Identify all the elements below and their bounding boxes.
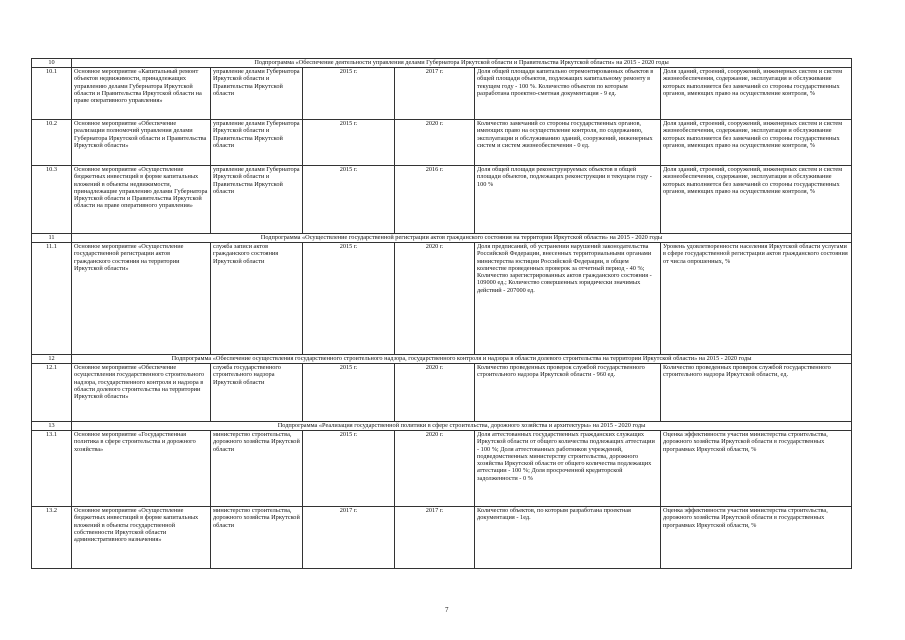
executor: служба государственного строительного надзора Иркутской области [211,364,303,422]
subprogram-row [32,59,852,68]
indicator: Оценка эффективности участия министерства строительства, дорожного хозяйства Иркутской области в государственных программах Иркутской области, % [661,431,852,507]
expected-result: Доля общей площади капитально отремонтированных объектов в общей площади объектов, подлежащих капитальному ремонту в текущем году - 100 %. Количество объектов по которым разработана проектно-сметная документация - 9 ед. [475,68,661,120]
row-number: 13.2 [32,507,72,569]
row-number: 10.2 [32,120,72,166]
row-number: 13 [32,422,72,431]
row-number: 10.3 [32,166,72,234]
activity-name: Основное мероприятие «Государственная политика в сфере строительства и дорожного хозяйства» [72,431,211,507]
start-year: 2017 г. [303,507,395,569]
end-year: 2020 г. [395,243,475,355]
table-row [32,431,852,507]
table-row [32,166,852,234]
subprogram-title: Подпрограмма «Осуществление государственной регистрации актов гражданского состояния на территории Иркутской области» на 2015 - 2020 годы [72,234,852,243]
end-year: 2020 г. [395,120,475,166]
row-number: 13.1 [32,431,72,507]
executor: управление делами Губернатора Иркутской области и Правительства Иркутской области [211,120,303,166]
page-number: 7 [445,606,449,614]
expected-result: Доля предписаний, об устранении нарушений законодательства Российской Федерации, внесенных территориальными органами министерства юстиции Российской Федерации, в общем количестве проведенных проверок за отчетный период - 40 %; Количество зарегистрированных актов гражданского состояния - 109000 ед.; Количество совершенных юридически значимых действий - 207000 ед. [475,243,661,355]
table-row [32,120,852,166]
subprogram-title: Подпрограмма «Обеспечение деятельности управления делами Губернатора Иркутской области и Правительства Иркутской области» на 2015 - 2020 годы [72,59,852,68]
activity-name: Основное мероприятие «Осуществление бюджетных инвестиций в форме капитальных вложений в объекты недвижимости, принадлежащие управлению делами Губернатора Иркутской области и Правительства Иркутской области на праве оперативного управления» [72,166,211,234]
subprogram-title: Подпрограмма «Реализация государственной политики в сфере строительства, дорожного хозяйства и архитектуры» на 2015 - 2020 годы [72,422,852,431]
table-row [32,507,852,569]
end-year: 2016 г. [395,166,475,234]
document-table-container [31,58,851,569]
subprogram-row [32,234,852,243]
executor: министерство строительства, дорожного хозяйства Иркутской области [211,431,303,507]
row-number: 11.1 [32,243,72,355]
start-year: 2015 г. [303,166,395,234]
start-year: 2015 г. [303,364,395,422]
executor: министерство строительства, дорожного хозяйства Иркутской области [211,507,303,569]
row-number: 12.1 [32,364,72,422]
table-row [32,243,852,355]
indicator: Доля зданий, строений, сооружений, инженерных систем и систем жизнеобеспечения, содержание, эксплуатация и обслуживание которых выполняется без замечаний со стороны государственных органов, имеющих право на осуществление контроля, % [661,166,852,234]
end-year: 2020 г. [395,364,475,422]
expected-result: Количество проведенных проверок службой государственного строительного надзора Иркутской области - 960 ед. [475,364,661,422]
start-year: 2015 г. [303,68,395,120]
activity-name: Основное мероприятие «Обеспечение осуществления государственного строительного надзора, государственного контроля и надзора в области долевого строительства на территории Иркутской области» [72,364,211,422]
expected-result: Доля общей площади реконструируемых объектов в общей площади объектов, подлежащих реконструкции в текущем году - 100 % [475,166,661,234]
end-year: 2017 г. [395,68,475,120]
program-table [31,58,852,569]
indicator: Количество проведенных проверок службой государственного строительного надзора Иркутской области, ед. [661,364,852,422]
row-number: 10 [32,59,72,68]
executor: управление делами Губернатора Иркутской области и Правительства Иркутской области [211,68,303,120]
row-number: 10.1 [32,68,72,120]
start-year: 2015 г. [303,120,395,166]
table-row [32,68,852,120]
subprogram-row [32,422,852,431]
row-number: 11 [32,234,72,243]
indicator: Доля зданий, строений, сооружений, инженерных систем и систем жизнеобеспечения, содержание, эксплуатация и обслуживание которых выполняется без замечаний со стороны государственных органов, имеющих право на осуществление контроля, % [661,120,852,166]
end-year: 2017 г. [395,507,475,569]
indicator: Доля зданий, строений, сооружений, инженерных систем и систем жизнеобеспечения, содержание, эксплуатация и обслуживание которых выполняется без замечаний со стороны государственных органов, имеющих право на осуществление контроля, % [661,68,852,120]
expected-result: Количество объектов, по которым разработана проектная документация - 1ед. [475,507,661,569]
start-year: 2015 г. [303,431,395,507]
activity-name: Основное мероприятие «Осуществление бюджетных инвестиций в форме капитальных вложений в объекты государственной собственности Иркутской области административного назначения» [72,507,211,569]
activity-name: Основное мероприятие «Осуществление государственной регистрации актов гражданского состояния на территории Иркутской области» [72,243,211,355]
activity-name: Основное мероприятие «Обеспечение реализации полномочий управления делами Губернатора Иркутской области и Правительства Иркутской области» [72,120,211,166]
indicator: Оценка эффективности участия министерства строительства, дорожного хозяйства Иркутской области в государственных программах Иркутской области, % [661,507,852,569]
indicator: Уровень удовлетворенности населения Иркутской области услугами в сфере государственной регистрации актов гражданского состояния от числа опрошенных, % [661,243,852,355]
end-year: 2020 г. [395,431,475,507]
expected-result: Количество замечаний со стороны государственных органов, имеющих право на осуществление контроля, по содержанию, эксплуатации и обслуживанию зданий, сооружений, инженерных систем и систем жизнеобеспечения - 0 ед. [475,120,661,166]
row-number: 12 [32,355,72,364]
executor: управление делами Губернатора Иркутской области и Правительства Иркутской области [211,166,303,234]
executor: служба записи актов гражданского состояния Иркутской области [211,243,303,355]
activity-name: Основное мероприятие «Капитальный ремонт объектов недвижимости, принадлежащих управлению делами Губернатора Иркутской области и Правительства Иркутской области на праве оперативного управления» [72,68,211,120]
subprogram-title: Подпрограмма «Обеспечение осуществления государственного строительного надзора, государственного контроля и надзора в области долевого строительства на территории Иркутской области» на 2015 - 2020 годы [72,355,852,364]
start-year: 2015 г. [303,243,395,355]
table-row [32,364,852,422]
subprogram-row [32,355,852,364]
expected-result: Доля аттестованных государственных гражданских служащих Иркутской области от общего количества подлежащих аттестации - 100 %; Доля аттестованных работников учреждений, подведомственных министерству строительства, дорожного хозяйства Иркутской области от общего количества подлежащих аттестации - 100 %; Доля просроченной кредиторской задолженности - 0 % [475,431,661,507]
